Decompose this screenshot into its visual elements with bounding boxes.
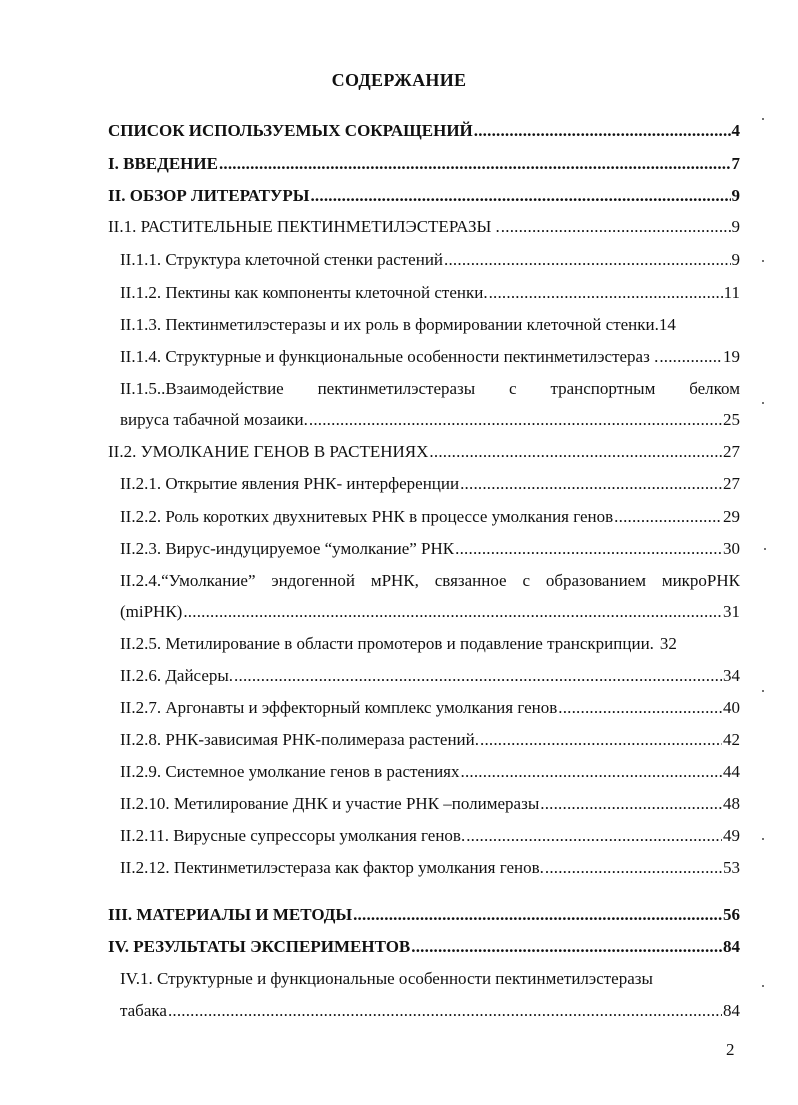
dot-leader	[614, 506, 722, 528]
word: эндогенной	[271, 571, 355, 590]
dot-leader	[219, 153, 731, 175]
dot-leader	[659, 346, 722, 368]
toc-entry-page: 25	[723, 410, 740, 429]
toc-entry-title: вируса табачной мозаики.	[120, 410, 308, 429]
toc-entry-title: III. МАТЕРИАЛЫ И МЕТОДЫ	[108, 905, 353, 924]
toc-entry-page: 44	[723, 762, 740, 781]
toc-entry-title: IV. РЕЗУЛЬТАТЫ ЭКСПЕРИМЕНТОВ	[108, 937, 411, 956]
scan-speck	[762, 260, 764, 262]
toc-entry-title: II.2.1. Открытие явления РНК- интерференции	[120, 474, 460, 493]
toc-entry[interactable]	[108, 936, 740, 958]
toc-entry-title: II.2.9. Системное умолкание генов в растениях	[120, 762, 460, 781]
toc-entry[interactable]	[120, 314, 740, 336]
toc-entry[interactable]	[108, 904, 740, 926]
toc-entry[interactable]	[120, 409, 740, 431]
dot-leader	[474, 120, 731, 142]
word: микроРНК	[661, 571, 740, 590]
dot-leader	[310, 185, 730, 207]
toc-entry-page: 7	[731, 154, 740, 173]
dot-leader	[466, 825, 722, 847]
word: с	[509, 379, 517, 398]
toc-entry[interactable]	[120, 346, 740, 368]
toc-entry[interactable]	[120, 506, 740, 528]
toc-entry[interactable]	[120, 601, 740, 623]
toc-entry[interactable]	[120, 857, 740, 879]
toc-entry-page: 9	[731, 186, 740, 205]
dot-leader	[461, 761, 723, 783]
toc-entry-title: II.2.3. Вирус-индуцируемое “умолкание” РНК	[120, 539, 455, 558]
toc-entry[interactable]	[120, 793, 740, 815]
toc-entry-title: II.2.11. Вирусные супрессоры умолкания генов.	[120, 826, 466, 845]
word: транспортным	[550, 379, 656, 398]
scan-speck	[762, 985, 764, 987]
toc-entry-title: II.1. РАСТИТЕЛЬНЫЕ ПЕКТИНМЕТИЛЭСТЕРАЗЫ .	[108, 217, 500, 236]
toc-entry[interactable]	[108, 441, 740, 463]
toc-entry-title: II.2.5. Метилирование в области промотеров и подавление транскрипции.	[120, 634, 654, 653]
toc-entry-title: II.1.4. Структурные и функциональные особенности пектинметилэстераз .	[120, 347, 659, 366]
scan-speck	[762, 402, 764, 404]
toc-entry-page: 27	[723, 474, 740, 493]
toc-entry-page: 42	[723, 730, 740, 749]
toc-entry[interactable]	[108, 216, 740, 238]
toc-entry-page: 30	[723, 539, 740, 558]
dot-leader	[444, 249, 730, 271]
toc-entry-first-line[interactable]	[120, 570, 740, 592]
dot-leader	[480, 729, 722, 751]
toc-entry[interactable]	[120, 282, 740, 304]
toc-entry-page: 29	[723, 507, 740, 526]
toc-entry-page: 9	[731, 217, 740, 236]
toc-entry[interactable]	[120, 729, 740, 751]
page-number: 2	[726, 1040, 735, 1059]
toc-entry-title: II.1.2. Пектины как компоненты клеточной стенки.	[120, 283, 488, 302]
dot-leader	[558, 697, 722, 719]
toc-entry-title: II.1.3. Пектинметилэстеразы и их роль в формировании клеточной стенки.	[120, 315, 659, 334]
dot-leader	[489, 282, 723, 304]
toc-entry-page: 48	[723, 794, 740, 813]
toc-entry-page: 34	[723, 666, 740, 685]
dot-leader	[411, 936, 722, 958]
scan-speck	[762, 118, 764, 120]
word: белком	[689, 379, 740, 398]
toc-entry[interactable]	[120, 633, 740, 655]
dot-leader	[455, 538, 722, 560]
toc-entry[interactable]	[120, 473, 740, 495]
toc-entry-page: 9	[731, 250, 740, 269]
toc-entry-title: II.2.12. Пектинметилэстераза как фактор умолкания генов.	[120, 858, 544, 877]
toc-entry-page: 31	[723, 602, 740, 621]
toc-entry-page: 84	[723, 937, 740, 956]
word: образованием	[545, 571, 646, 590]
toc-entry[interactable]	[108, 120, 740, 142]
toc-entry-page: 49	[723, 826, 740, 845]
toc-entry-first-line[interactable]	[120, 378, 740, 400]
scan-speck	[764, 548, 766, 550]
dot-leader	[460, 473, 722, 495]
scan-speck	[762, 838, 764, 840]
toc-entry-page: 27	[723, 442, 740, 461]
page-title: СОДЕРЖАНИЕ	[331, 70, 467, 90]
toc-entry[interactable]	[120, 761, 740, 783]
dot-leader	[501, 216, 731, 238]
toc-entry-page: 19	[723, 347, 740, 366]
word: мРНК,	[370, 571, 419, 590]
toc-entry-page: 32	[659, 634, 677, 653]
toc-entry-title: II.2.6. Дайсеры.	[120, 666, 234, 685]
toc-entry[interactable]	[120, 665, 740, 687]
toc-entry-title: СПИСОК ИСПОЛЬЗУЕМЫХ СОКРАЩЕНИЙ	[108, 121, 473, 140]
toc-entry-title: II.2.2. Роль коротких двухнитевых РНК в процессе умолкания генов	[120, 507, 614, 526]
toc-entry-title: I. ВВЕДЕНИЕ	[108, 154, 218, 173]
toc-entry[interactable]	[120, 538, 740, 560]
toc-entry-title: IV.1. Структурные и функциональные особенности пектинметилэстеразы	[120, 969, 653, 988]
toc-entry-title: II.2.10. Метилирование ДНК и участие РНК –полимеразы	[120, 794, 540, 813]
toc-entry-page: 40	[723, 698, 740, 717]
dot-leader	[540, 793, 722, 815]
toc-entry-page: 56	[723, 905, 740, 924]
dot-leader	[234, 665, 722, 687]
toc-entry-title: II.2.8. РНК-зависимая РНК-полимераза растений.	[120, 730, 479, 749]
toc-entry-page: 84	[723, 1001, 740, 1020]
toc-entry-page: 53	[723, 858, 740, 877]
toc-entry-title: II.2.7. Аргонавты и эффекторный комплекс умолкания генов	[120, 698, 558, 717]
toc-entry-title: II.1.1. Структура клеточной стенки растений	[120, 250, 444, 269]
word: связанное	[434, 571, 507, 590]
toc-entry-first-line[interactable]	[120, 968, 653, 990]
toc-entry[interactable]	[120, 249, 740, 271]
toc-entry[interactable]	[108, 185, 740, 207]
toc-entry-page: 14	[658, 315, 676, 334]
dot-leader	[353, 904, 722, 926]
dot-leader	[545, 857, 722, 879]
word: II.1.5..Взаимодействие	[120, 379, 284, 398]
dot-leader	[183, 601, 722, 623]
toc-entry[interactable]	[108, 153, 740, 175]
toc-entry[interactable]	[120, 1000, 740, 1022]
scan-speck	[762, 690, 764, 692]
toc-entry-title: II.2. УМОЛКАНИЕ ГЕНОВ В РАСТЕНИЯХ	[108, 442, 429, 461]
toc-entry-page: 4	[731, 121, 740, 140]
word: пектинметилэстеразы	[317, 379, 476, 398]
dot-leader	[168, 1000, 722, 1022]
dot-leader	[309, 409, 722, 431]
toc-entry[interactable]	[120, 825, 740, 847]
toc-entry-title: табака	[120, 1001, 167, 1020]
word: с	[522, 571, 530, 590]
toc-entry-title: II. ОБЗОР ЛИТЕРАТУРЫ	[108, 186, 310, 205]
toc-entry-page: 11	[723, 283, 740, 302]
toc-entry[interactable]	[120, 697, 740, 719]
word: II.2.4.“Умолкание”	[120, 571, 256, 590]
toc-entry-title: (miРНК)	[120, 602, 183, 621]
dot-leader	[429, 441, 722, 463]
